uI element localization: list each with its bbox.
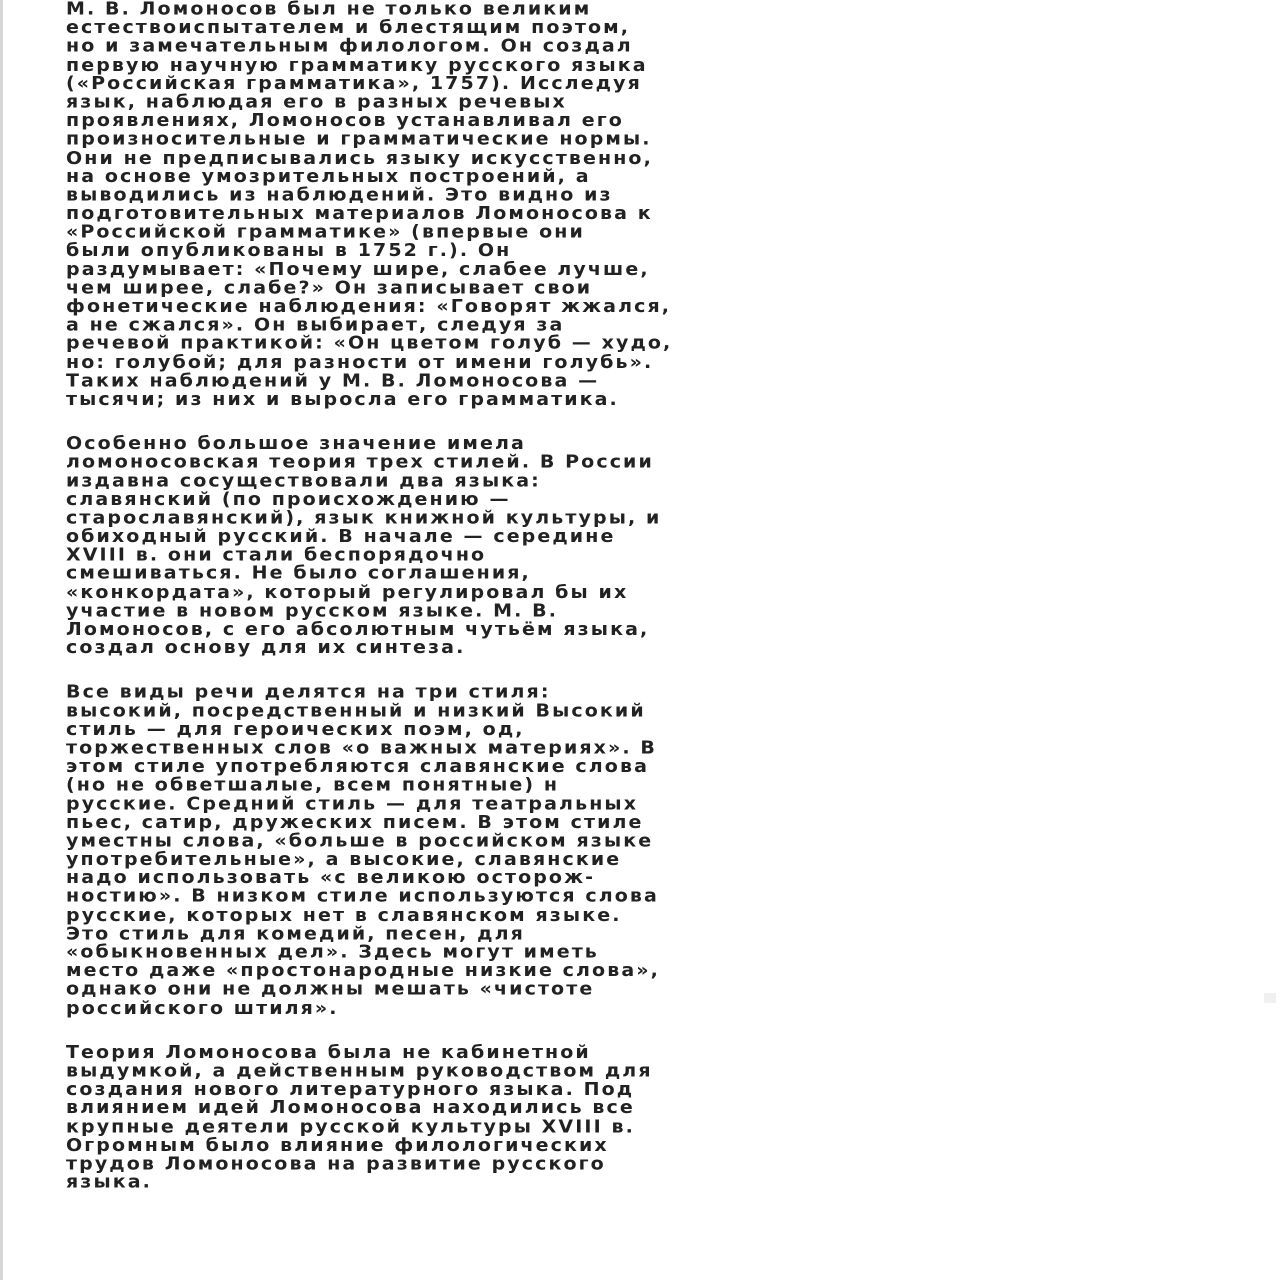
- text-line: но: голубой; для разности от имени голубь».: [66, 351, 654, 373]
- text-line: «конкордата», который регулировал бы их: [66, 582, 629, 603]
- text-line: подготовительных материалов Ломоносова к: [66, 203, 653, 224]
- text-line: («Российская грамматика», 1757). Исследуя: [66, 73, 642, 94]
- text-line: а не сжался». Он выбирает, следуя за: [66, 314, 565, 336]
- text-line: трудов Ломоносова на развитие русского: [66, 1153, 606, 1174]
- scroll-mark: [1264, 993, 1276, 1003]
- text-line: стиль — для героических поэм, од,: [66, 719, 525, 740]
- text-line: пьес, сатир, дружеских писем. В этом стиле: [66, 812, 644, 833]
- text-line: старославянский), язык книжной культуры, и: [66, 507, 662, 528]
- text-line: Теория Ломоносова была не кабинетной: [66, 1042, 591, 1063]
- text-line: Таких наблюдений у М. В. Ломоносова —: [66, 370, 600, 391]
- text-line: (но не обветшалые, всем понятные) н: [66, 774, 560, 796]
- text-line: Ломоносов, с его абсолютным чутьём языка,: [66, 619, 650, 640]
- text-line: «обыкновенных дел». Здесь могут иметь: [66, 942, 599, 963]
- text-line: на основе умозрительных построений, а: [66, 166, 591, 187]
- text-line: торжественных слов «о важных материях». В: [66, 737, 658, 759]
- text-line: русские, которых нет в славянском языке.: [66, 904, 622, 926]
- text-line: Огромным было влияние филологических: [66, 1134, 609, 1156]
- text-line: «Российской грамматике» (впервые они: [66, 221, 585, 243]
- text-line: выводились из наблюдений. Это видно из: [66, 184, 613, 206]
- text-line: смешиваться. Не было соглашения,: [66, 563, 531, 584]
- text-line: Особенно большое значение имела: [66, 433, 526, 454]
- text-line: были опубликованы в 1752 г.). Он: [66, 240, 512, 261]
- text-line: однако они не должны мешать «чистоте: [66, 979, 595, 1000]
- text-line: употребительные», а высокие, славянские: [66, 849, 622, 870]
- text-line: место даже «простонародные низкие слова»,: [66, 960, 660, 981]
- paragraph: [66, 0, 1246, 409]
- paragraph: [66, 434, 1246, 657]
- text-line: речевой практикой: «Он цветом голуб — худо,: [66, 333, 673, 354]
- text-line: российского штиля».: [66, 997, 339, 1019]
- text-line: создания нового литературного языка. Под: [66, 1079, 635, 1100]
- text-line: крупные деятели русской культуры XVIII в.: [66, 1116, 635, 1137]
- text-line: русские. Средний стиль — для театральных: [66, 793, 639, 814]
- paragraph: [66, 683, 1246, 1017]
- text-line: надо использовать «с великою осторож-: [66, 867, 596, 889]
- text-line: этом стиле употребляются славянские слова: [66, 756, 649, 777]
- paragraph: [66, 1043, 1246, 1192]
- text-line: проявлениях, Ломоносов устанавливал его: [66, 110, 624, 131]
- text-line: раздумывает: «Почему шире, слабее лучше,: [66, 259, 650, 280]
- text-line: тысячи; из них и выросла его грамматика.: [66, 389, 619, 410]
- text-line: высокий, посредственный и низкий Высокий: [66, 700, 646, 721]
- text-line: выдумкой, а действенным руководством для: [66, 1060, 653, 1081]
- text-line: влиянием идей Ломоносова находились все: [66, 1097, 635, 1119]
- document-body: [66, 0, 1246, 1193]
- text-line: но и замечательным филологом. Он создал: [66, 36, 633, 57]
- text-line: произносительные и грамматические нормы.: [66, 129, 652, 150]
- text-line: обиходный русский. В начале — середине: [66, 526, 616, 547]
- text-line: Все виды речи делятся на три стиля:: [66, 682, 551, 703]
- text-line: Они не предписывались языку искусственно,: [66, 147, 653, 168]
- text-line: издавна сосуществовали два языка:: [66, 470, 541, 491]
- text-line: XVIII в. они стали беспорядочно: [66, 544, 487, 566]
- text-line: языка.: [66, 1172, 152, 1193]
- text-line: фонетические наблюдения: «Говорят жжался,: [66, 296, 672, 317]
- text-line: первую научную грамматику русского языка: [66, 54, 648, 76]
- text-line: ностию». В низком стиле используются слова: [66, 886, 659, 907]
- text-line: язык, наблюдая его в разных речевых: [66, 91, 567, 113]
- text-line: естествоиспытателем и блестящим поэтом,: [66, 17, 631, 38]
- text-line: создал основу для их синтеза.: [66, 637, 466, 658]
- page-left-edge: [0, 0, 3, 1280]
- text-line: чем ширее, слабе?» Он записывает свои: [66, 277, 593, 298]
- text-line: М. В. Ломоносов был не только великим: [66, 0, 592, 20]
- text-line: уместны слова, «больше в российском языке: [66, 830, 654, 851]
- text-line: участие в новом русском языке. М. В.: [66, 600, 559, 621]
- text-line: славянский (по происхождению —: [66, 489, 511, 510]
- text-line: ломоносовская теория трех стилей. В России: [66, 452, 654, 473]
- text-line: Это стиль для комедий, песен, для: [66, 923, 525, 944]
